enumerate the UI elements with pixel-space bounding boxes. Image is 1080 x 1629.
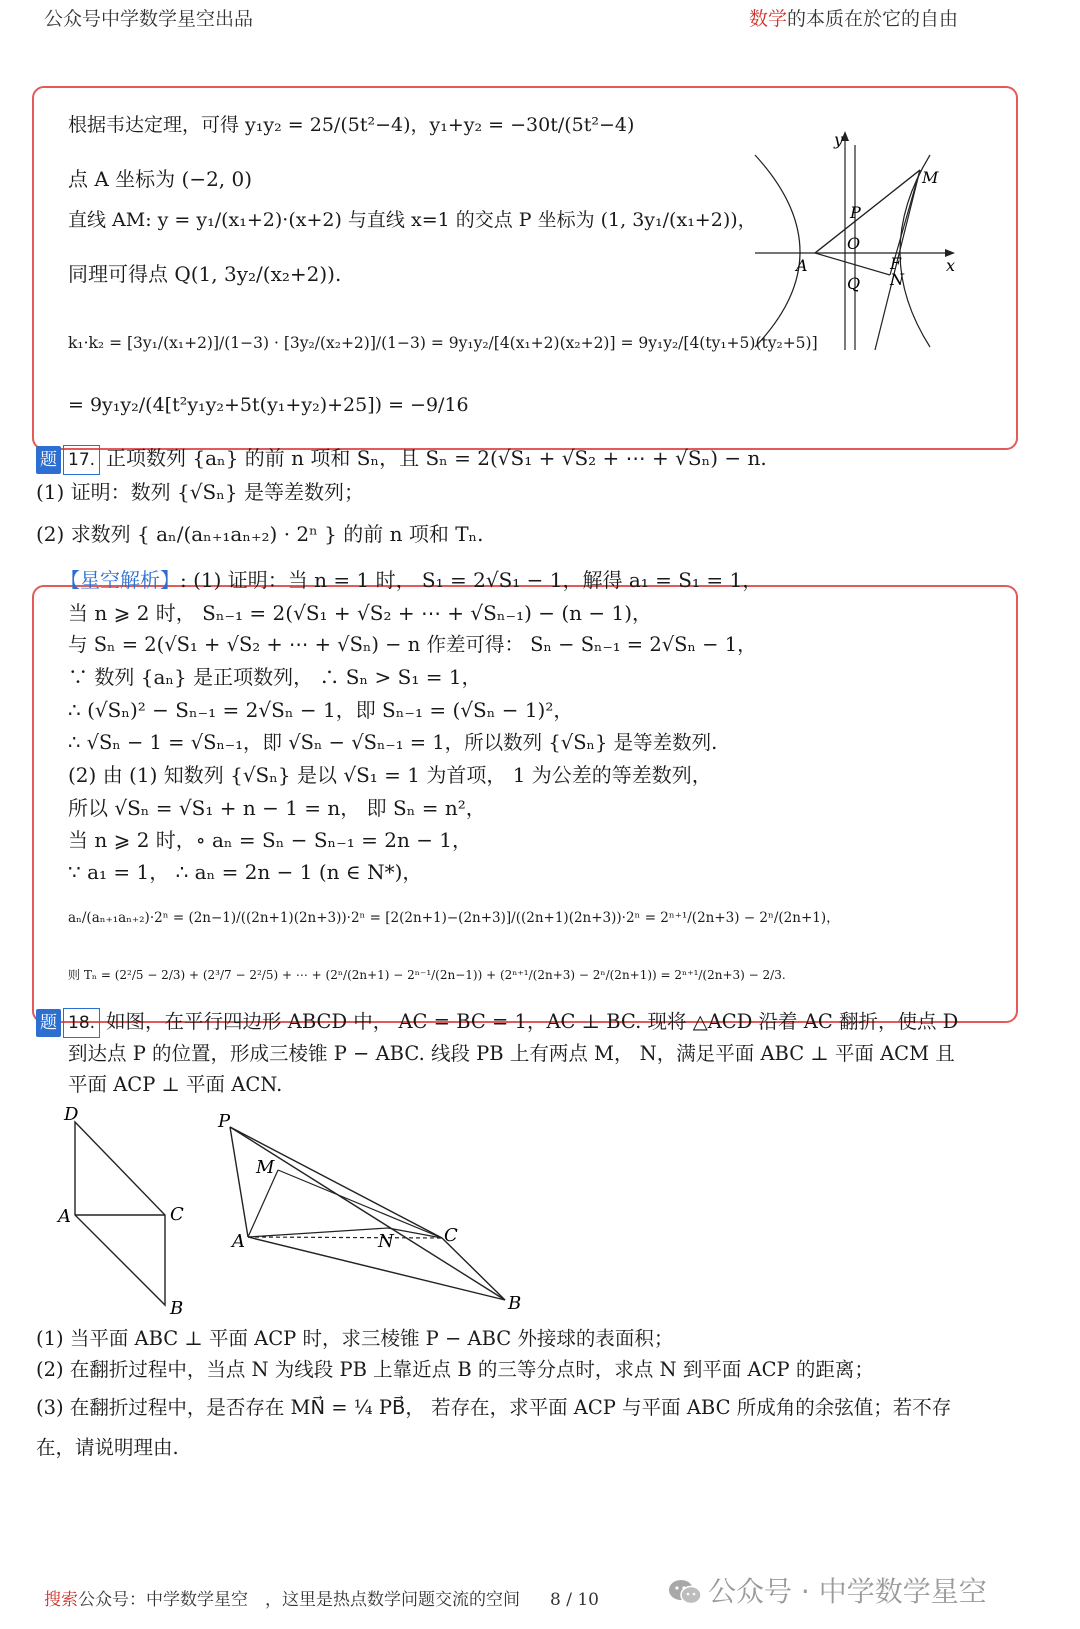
header-left: 公众号中学数学星空出品 (44, 8, 254, 30)
box2-line-7: 所以 √Sₙ = √S₁ + n − 1 = n， 即 Sₙ = n²， (68, 796, 486, 820)
problem-17-q1: (1) 证明：数列 {√Sₙ} 是等差数列； (36, 480, 364, 504)
problem-18-q3-cont: 在，请说明理由. (36, 1436, 179, 1459)
fig-label-o: O (847, 234, 861, 253)
fig1-label-c: C (170, 1204, 184, 1225)
wechat-icon (668, 1579, 702, 1605)
vieta-line: 根据韦达定理，可得 y₁y₂ = 25/(5t²−4)，y₁+y₂ = −30t/(5t²−4) (68, 114, 635, 136)
fig1-label-b: B (170, 1298, 184, 1319)
problem-18-text-3: 平面 ACP ⊥ 平面 ACN. (68, 1073, 283, 1096)
hyperbola-figure (750, 125, 980, 360)
fig2-label-m: M (256, 1157, 275, 1178)
problem-18-stem (36, 1008, 958, 1038)
box2-line-0: 【星空解析】: (1) 证明：当 n = 1 时， S₁ = 2√S₁ − 1，解得 a₁ = S₁ = 1， (60, 568, 763, 592)
problem-17-text: 正项数列 {aₙ} 的前 n 项和 Sₙ，且 Sₙ = 2(√S₁ + √S₂ + ⋯ + √Sₙ) − n. (106, 446, 767, 470)
fig2-label-a: A (232, 1231, 245, 1252)
problem-18-text-1: 如图，在平行四边形 ABCD 中， AC = BC = 1，AC ⊥ BC. 现将 △ACD 沿着 AC 翻折，使点 D (106, 1010, 959, 1033)
footer-text: 公众号：中学数学星空 ，这里是热点数学问题交流的空间 (78, 1590, 520, 1610)
parallelogram-figure (50, 1100, 210, 1320)
fig-label-q: Q (847, 274, 861, 293)
fig-label-f: F (890, 254, 902, 273)
box2-line-11: 则 Tₙ = (2²/5 − 2/3) + (2³/7 − 2²/5) + ⋯ + (2ⁿ/(2n+1) − 2ⁿ⁻¹/(2n−1)) + (2ⁿ⁺¹/(2n+3) − 2ⁿ/(2n+1)) = 2ⁿ⁺¹/(2n+3) − 2/3. (68, 968, 786, 982)
page-number: 8 / 10 (550, 1590, 599, 1610)
fig-label-x: x (946, 256, 956, 275)
pyramid-figure (210, 1105, 530, 1315)
fig2-label-n: N (378, 1231, 394, 1252)
problem-number: 17. (63, 445, 100, 475)
box2-line-9: ∵ a₁ = 1， ∴ aₙ = 2n − 1 (n ∈ N*)， (68, 860, 423, 884)
fig1-label-d: D (64, 1104, 79, 1125)
problem-tag: 题 (36, 1009, 61, 1037)
problem-18-q3: (3) 在翻折过程中，是否存在 MN⃗ = ¼ PB⃗， 若存在，求平面 ACP 与平面 ABC 所成角的余弦值；若不存 (36, 1396, 952, 1419)
footer-search: 搜索 (44, 1590, 78, 1610)
fig2-label-p: P (218, 1111, 231, 1132)
box2-line-5: ∴ √Sₙ − 1 = √Sₙ₋₁，即 √Sₙ − √Sₙ₋₁ = 1，所以数列 {√Sₙ} 是等差数列. (68, 731, 718, 754)
problem-17-stem (36, 444, 767, 475)
fig2-label-b: B (508, 1293, 522, 1314)
box2-line-6: (2) 由 (1) 知数列 {√Sₙ} 是以 √S₁ = 1 为首项， 1 为公差的等差数列， (68, 763, 712, 787)
problem-18-q2: (2) 在翻折过程中，当点 N 为线段 PB 上靠近点 B 的三等分点时，求点 N 到平面 ACP 的距离； (36, 1358, 874, 1381)
analysis-label: 【星空解析】 (60, 568, 180, 592)
problem-number: 18. (63, 1008, 100, 1038)
watermark (668, 1570, 987, 1610)
problem-tag: 题 (36, 446, 61, 474)
fig-label-p: P (850, 203, 861, 222)
box2-line-2: 与 Sₙ = 2(√S₁ + √S₂ + ⋯ + √Sₙ) − n 作差可得： Sₙ − Sₙ₋₁ = 2√Sₙ − 1， (68, 633, 757, 656)
problem-17-q2: (2) 求数列 { aₙ/(aₙ₊₁aₙ₊₂) · 2ⁿ } 的前 n 项和 Tₙ. (36, 522, 484, 546)
point-q-line: 同理可得点 Q(1, 3y₂/(x₂+2)). (68, 262, 342, 286)
box2-line-8: 当 n ⩾ 2 时，∘ aₙ = Sₙ − Sₙ₋₁ = 2n − 1， (68, 828, 473, 852)
watermark-text: 公众号 · 中学数学星空 (708, 1575, 987, 1608)
fig-label-n: N (890, 270, 904, 289)
header-rest: 的本质在於它的自由 (786, 8, 958, 30)
fig-label-a: A (796, 256, 808, 275)
box2-line-10: aₙ/(aₙ₊₁aₙ₊₂)·2ⁿ = (2n−1)/((2n+1)(2n+3))·2ⁿ = [2(2n+1)−(2n+3)]/((2n+1)(2n+3))·2ⁿ = 2ⁿ⁺¹/(2n+3) − 2ⁿ/(2n+1)， (68, 910, 840, 926)
fig-label-y: y (834, 130, 844, 149)
fig1-label-a: A (58, 1206, 71, 1227)
fig-label-m: M (922, 168, 939, 187)
k1k2-result: = 9y₁y₂/(4[t²y₁y₂+5t(y₁+y₂)+25]) = −9/16 (68, 394, 469, 416)
box2-line-3: ∵ 数列 {aₙ} 是正项数列， ∴ Sₙ > S₁ = 1， (68, 665, 482, 689)
line-am: 直线 AM: y = y₁/(x₁+2)·(x+2) 与直线 x=1 的交点 P 坐标为 (1, 3y₁/(x₁+2))， (68, 209, 757, 231)
box2-line-4: ∴ (√Sₙ)² − Sₙ₋₁ = 2√Sₙ − 1，即 Sₙ₋₁ = (√Sₙ − 1)²， (68, 698, 574, 722)
problem-18-q1: (1) 当平面 ABC ⊥ 平面 ACP 时，求三棱锥 P − ABC 外接球的表面积； (36, 1327, 674, 1350)
problem-18-text-2: 到达点 P 的位置，形成三棱锥 P − ABC. 线段 PB 上有两点 M， N，满足平面 ABC ⊥ 平面 ACM 且 (68, 1042, 955, 1065)
k1k2-line: k₁·k₂ = [3y₁/(x₁+2)]/(1−3) · [3y₂/(x₂+2)]/(1−3) = 9y₁y₂/[4(x₁+2)(x₂+2)] = 9y₁y₂/[4(ty₁+5)(ty₂+5)] (68, 334, 818, 352)
fig2-label-c: C (444, 1225, 458, 1246)
header-right (749, 4, 958, 31)
point-a-line: 点 A 坐标为 (−2, 0) (68, 167, 253, 191)
header-accent: 数学 (748, 8, 787, 30)
box2-line-1: 当 n ⩾ 2 时， Sₙ₋₁ = 2(√S₁ + √S₂ + ⋯ + √Sₙ₋₁) − (n − 1)， (68, 601, 653, 625)
footer-left (44, 1585, 599, 1610)
